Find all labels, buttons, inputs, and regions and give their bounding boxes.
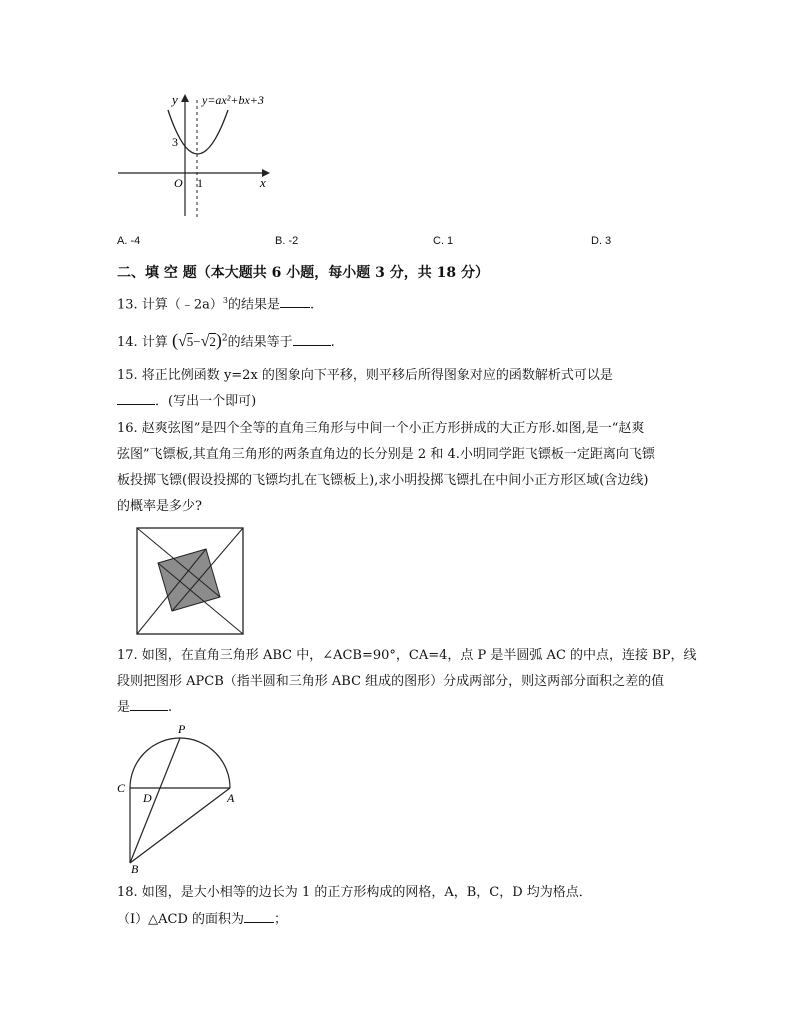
question-15-line2 [117,394,256,408]
q13-exponent: 3 [222,296,228,305]
option-d: D. 3 [591,235,612,247]
semicircle-arc [130,738,230,788]
q17-pre: 是 [117,700,131,715]
question-16-line4: 的概率是多少? [117,499,202,514]
question-17-line2: 段则把图形 APCB（指半圆和三角形 ABC 组成的图形）分成两部分，则这两部分面积之差的值 [117,674,665,689]
origin-label: O [174,176,183,190]
q13-post: 的结果是 [227,297,280,313]
q14-post: 的结果等于 [227,335,293,350]
tick-3-label: 3 [172,135,178,149]
point-b-label: B [131,862,139,875]
point-c-label: C [117,781,126,795]
option-c: C. 1 [433,235,454,247]
q13-number: 13. [117,297,138,313]
question-15-line1: 15. 将正比例函数 y=2x 的图象向下平移，则平移后所得图象对应的函数解析式可以是 [117,368,613,383]
q13-pre: 计算（﹣2a） [141,297,223,313]
q14-number: 14. [117,335,138,350]
question-16-line3: 板投掷飞镖(假设投掷的飞镖均扎在飞镖板上),求小明投掷飞镖扎在中间小正方形区域(含边线) [117,473,649,488]
semicircle-figure [112,720,247,875]
q15-answer-blank[interactable] [117,394,155,405]
question-17-line1: 17. 如图，在直角三角形 ABC 中，∠ACB=90°，CA=4，点 P 是半圆弧 AC 的中点，连接 BP，线 [117,648,697,663]
q14-answer-blank[interactable] [293,335,331,346]
question-14: 14. 计算 $(√5-√2)^2$的结果等于 . [117,330,335,350]
x-axis-label: x [260,175,266,190]
equation-label: y=ax²+bx+3 [202,93,264,107]
section-heading: 二、填 空 题（本大题共 6 小题，每小题 3 分，共 18 分） [117,265,489,281]
question-16-line2: 弦图”飞镖板,其直角三角形的两条直角边的长分别是 2 和 4.小明同学距飞镖板一定距离向飞镖 [117,447,655,462]
y-axis-arrow [181,94,189,102]
question-18-line2 [117,912,287,926]
question-17-line3 [117,700,172,714]
q14-exponent: 2 [221,333,228,344]
q17-post: . [168,700,173,715]
q18-answer-blank[interactable] [244,912,274,923]
tick-1-label: 1 [197,176,203,190]
y-axis-label: y [172,92,178,107]
point-a-label: A [227,791,235,805]
q17-answer-blank[interactable] [130,700,168,711]
zhao-shuang-figure [136,527,246,637]
point-p-label: P [178,722,186,736]
q18-post: ； [274,912,288,927]
question-18-line1: 18. 如图，是大小相等的边长为 1 的正方形构成的网格，A，B，C，D 均为格点． [117,885,592,900]
point-d-label: D [143,791,152,805]
q14-pre: 计算 [141,335,168,350]
parabola-figure [110,88,285,223]
q13-answer-blank[interactable] [280,297,310,308]
q18-pre: （I）△ACD 的面积为 [117,912,245,927]
q14-expression: (√5−√2) [171,330,222,350]
option-b: B. -2 [275,235,299,247]
q15-hint: ．(写出一个即可) [155,394,257,409]
option-a: A. -4 [117,235,141,247]
question-16-line1: 16. 赵爽弦图”是四个全等的直角三角形与中间一个小正方形拼成的大正方形.如图,是一“赵爽 [117,421,645,436]
question-13: 13. 计算（﹣2a）$^3$的结果是 . [117,296,315,313]
